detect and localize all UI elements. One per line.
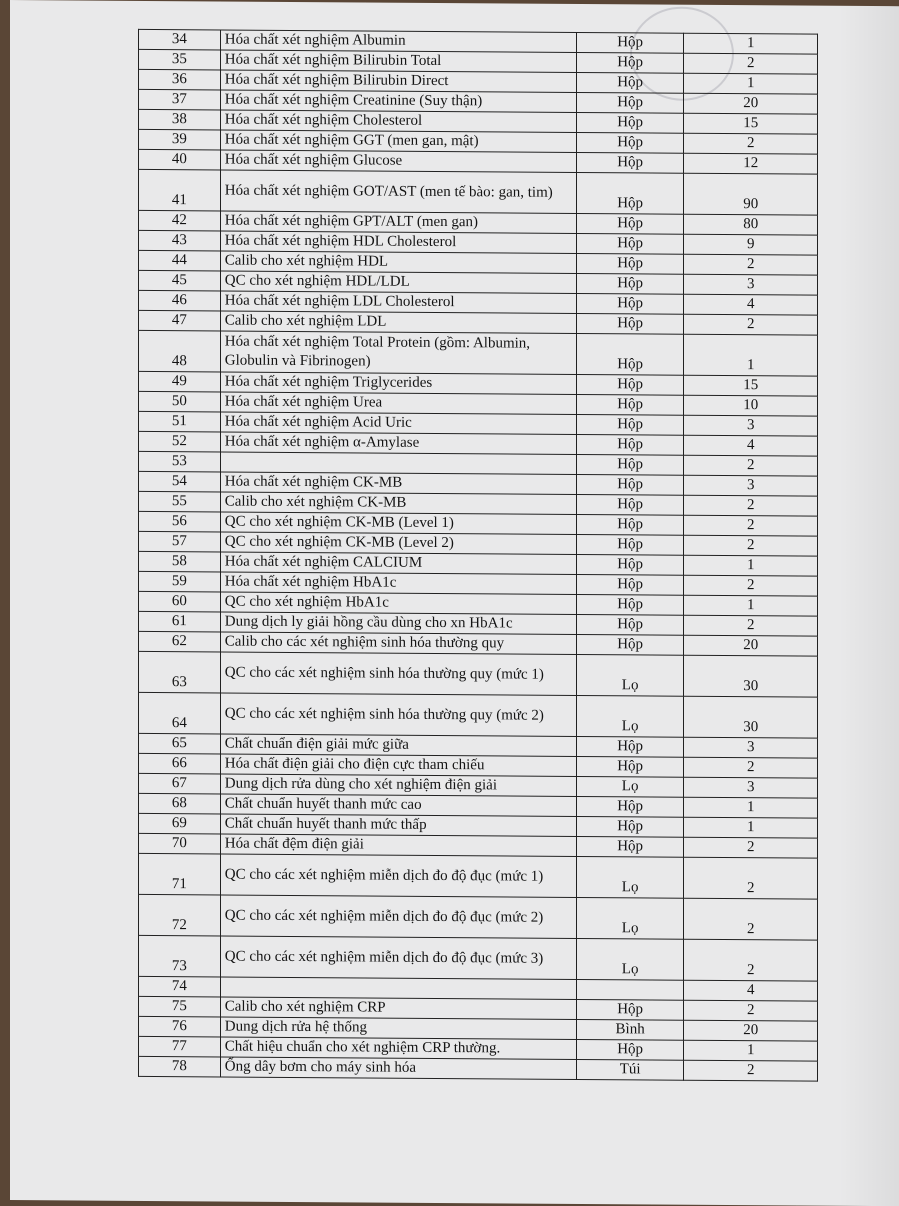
row-number-cell: 69: [139, 813, 221, 834]
quantity-cell: 2: [684, 495, 818, 516]
unit-cell: Hộp: [576, 1039, 684, 1060]
row-number-cell: 60: [139, 591, 221, 612]
unit-cell: Lọ: [576, 776, 684, 797]
row-number-cell: 38: [139, 109, 221, 130]
row-number-cell: 61: [139, 611, 221, 632]
unit-cell: Hộp: [576, 394, 684, 415]
unit-cell: Hộp: [576, 233, 684, 254]
row-number-cell: 36: [139, 69, 221, 90]
item-name-cell: Hóa chất xét nghiệm Bilirubin Direct: [220, 70, 576, 92]
quantity-cell: 12: [684, 153, 818, 174]
item-name-cell: Chất chuẩn điện giải mức giữa: [220, 734, 576, 756]
row-number-cell: 77: [139, 1036, 221, 1057]
item-name-cell: Calib cho xét nghiệm CRP: [220, 997, 576, 1019]
quantity-cell: 30: [684, 696, 818, 738]
item-name-cell: Hóa chất xét nghiệm α-Amylase: [220, 432, 576, 454]
unit-cell: Lọ: [576, 938, 684, 980]
row-number-cell: 46: [139, 290, 221, 311]
row-number-cell: 76: [139, 1016, 221, 1037]
unit-cell: Lọ: [576, 897, 684, 939]
item-name-cell: Hóa chất xét nghiệm LDL Cholesterol: [220, 291, 576, 313]
unit-cell: Hộp: [576, 594, 684, 615]
unit-cell: Hộp: [576, 132, 684, 153]
row-number-cell: 67: [139, 773, 221, 794]
item-name-cell: QC cho các xét nghiệm sinh hóa thường quy (mức 1): [220, 652, 576, 695]
item-name-cell: Hóa chất xét nghiệm Albumin: [220, 30, 576, 52]
row-number-cell: 45: [139, 270, 221, 291]
item-name-cell: QC cho các xét nghiệm miễn dịch đo độ đục (mức 2): [220, 895, 576, 938]
quantity-cell: 2: [684, 615, 818, 636]
unit-cell: Hộp: [576, 634, 684, 655]
row-number-cell: 49: [139, 371, 221, 392]
unit-cell: Hộp: [576, 333, 684, 375]
quantity-cell: 15: [684, 375, 818, 396]
row-number-cell: 52: [139, 431, 221, 452]
table-row: [139, 935, 818, 981]
item-name-cell: Calib cho xét nghiệm LDL: [220, 311, 576, 333]
item-name-cell: QC cho xét nghiệm HDL/LDL: [220, 271, 576, 293]
unit-cell: Hộp: [576, 273, 684, 294]
table-row: [139, 853, 818, 899]
item-name-cell: Dung dịch rửa hệ thống: [220, 1017, 576, 1039]
row-number-cell: 63: [139, 651, 221, 693]
unit-cell: Hộp: [576, 534, 684, 555]
quantity-cell: 3: [684, 777, 818, 798]
quantity-cell: 20: [684, 635, 818, 656]
quantity-cell: 1: [684, 595, 818, 616]
item-name-cell: Hóa chất xét nghiệm CALCIUM: [220, 552, 576, 574]
quantity-cell: 2: [684, 1060, 818, 1081]
unit-cell: Hộp: [576, 92, 684, 113]
item-name-cell: [220, 977, 576, 999]
table-row: [139, 692, 818, 738]
row-number-cell: 55: [139, 491, 221, 512]
quantity-cell: 1: [684, 797, 818, 818]
unit-cell: Hộp: [576, 32, 684, 53]
item-name-cell: QC cho xét nghiệm HbA1c: [220, 592, 576, 614]
item-name-cell: Chất chuẩn huyết thanh mức thấp: [220, 814, 576, 836]
item-name-cell: [220, 452, 576, 474]
item-name-cell: Hóa chất xét nghiệm Urea: [220, 392, 576, 414]
quantity-cell: 1: [684, 817, 818, 838]
row-number-cell: 59: [139, 571, 221, 592]
quantity-cell: 2: [684, 857, 818, 899]
unit-cell: Hộp: [576, 999, 684, 1020]
item-name-cell: Hóa chất xét nghiệm Creatinine (Suy thận): [220, 90, 576, 112]
row-number-cell: 42: [139, 210, 221, 231]
row-number-cell: 51: [139, 411, 221, 432]
quantity-cell: 2: [684, 515, 818, 536]
quantity-cell: 2: [684, 535, 818, 556]
item-name-cell: Hóa chất xét nghiệm HbA1c: [220, 572, 576, 594]
supplies-table-body: [139, 29, 818, 1081]
item-name-cell: Hóa chất xét nghiệm Cholesterol: [220, 110, 576, 132]
table-row: [139, 1056, 818, 1081]
quantity-cell: 2: [684, 898, 818, 940]
quantity-cell: 4: [684, 435, 818, 456]
item-name-cell: Ống dây bơm cho máy sinh hóa: [220, 1057, 576, 1079]
quantity-cell: 4: [684, 980, 818, 1001]
quantity-cell: 2: [684, 455, 818, 476]
unit-cell: Hộp: [576, 152, 684, 173]
unit-cell: Hộp: [576, 434, 684, 455]
quantity-cell: 2: [684, 1000, 818, 1021]
unit-cell: Hộp: [576, 313, 684, 334]
row-number-cell: 73: [139, 935, 221, 977]
unit-cell: Hộp: [576, 736, 684, 757]
quantity-cell: 20: [684, 93, 818, 114]
unit-cell: Hộp: [576, 454, 684, 475]
item-name-cell: Chất chuẩn huyết thanh mức cao: [220, 794, 576, 816]
row-number-cell: 71: [139, 853, 221, 895]
unit-cell: Hộp: [576, 796, 684, 817]
quantity-cell: 2: [684, 575, 818, 596]
row-number-cell: 50: [139, 391, 221, 412]
unit-cell: Hộp: [576, 253, 684, 274]
paper-sheet: [10, 0, 899, 1206]
item-name-cell: Calib cho xét nghiệm CK-MB: [220, 492, 576, 514]
row-number-cell: 39: [139, 129, 221, 150]
quantity-cell: 2: [684, 254, 818, 275]
quantity-cell: 1: [684, 73, 818, 94]
quantity-cell: 2: [684, 133, 818, 154]
quantity-cell: 3: [684, 274, 818, 295]
row-number-cell: 37: [139, 89, 221, 110]
quantity-cell: 3: [684, 415, 818, 436]
row-number-cell: 65: [139, 733, 221, 754]
item-name-cell: QC cho các xét nghiệm sinh hóa thường quy (mức 2): [220, 693, 576, 736]
quantity-cell: 2: [684, 837, 818, 858]
row-number-cell: 66: [139, 753, 221, 774]
quantity-cell: 1: [684, 334, 818, 376]
row-number-cell: 47: [139, 310, 221, 331]
item-name-cell: Hóa chất xét nghiệm Glucose: [220, 150, 576, 172]
row-number-cell: 74: [139, 976, 221, 997]
item-name-cell: Hóa chất xét nghiệm Total Protein (gồm: Albumin, Globulin và Fibrinogen): [220, 331, 576, 374]
supplies-table: [138, 29, 818, 1082]
quantity-cell: 30: [684, 655, 818, 697]
unit-cell: Hộp: [576, 574, 684, 595]
quantity-cell: 20: [684, 1020, 818, 1041]
table-row: [139, 330, 818, 376]
unit-cell: Hộp: [576, 213, 684, 234]
quantity-cell: 3: [684, 737, 818, 758]
unit-cell: Lọ: [576, 654, 684, 696]
table-row: [139, 169, 818, 215]
row-number-cell: 44: [139, 250, 221, 271]
quantity-cell: 90: [684, 173, 818, 215]
item-name-cell: Hóa chất điện giải cho điện cực tham chiếu: [220, 754, 576, 776]
item-name-cell: Hóa chất xét nghiệm GPT/ALT (men gan): [220, 211, 576, 233]
item-name-cell: Hóa chất xét nghiệm HDL Cholesterol: [220, 231, 576, 253]
unit-cell: Hộp: [576, 414, 684, 435]
unit-cell: Hộp: [576, 374, 684, 395]
unit-cell: Lọ: [576, 695, 684, 737]
unit-cell: Hộp: [576, 494, 684, 515]
row-number-cell: 64: [139, 692, 221, 734]
quantity-cell: 80: [684, 214, 818, 235]
item-name-cell: Hóa chất xét nghiệm Triglycerides: [220, 372, 576, 394]
quantity-cell: 9: [684, 234, 818, 255]
item-name-cell: Dung dịch ly giải hồng cầu dùng cho xn HbA1c: [220, 612, 576, 634]
row-number-cell: 58: [139, 551, 221, 572]
quantity-cell: 2: [684, 53, 818, 74]
quantity-cell: 4: [684, 294, 818, 315]
row-number-cell: 57: [139, 531, 221, 552]
unit-cell: Hộp: [576, 756, 684, 777]
unit-cell: Hộp: [576, 554, 684, 575]
unit-cell: Hộp: [576, 816, 684, 837]
row-number-cell: 70: [139, 833, 221, 854]
item-name-cell: QC cho các xét nghiệm miễn dịch đo độ đục (mức 3): [220, 936, 576, 979]
item-name-cell: Dung dịch rửa dùng cho xét nghiệm điện giải: [220, 774, 576, 796]
table-row: [139, 894, 818, 940]
row-number-cell: 62: [139, 631, 221, 652]
row-number-cell: 75: [139, 996, 221, 1017]
item-name-cell: Calib cho các xét nghiệm sinh hóa thường quy: [220, 632, 576, 654]
row-number-cell: 34: [139, 29, 221, 50]
unit-cell: [576, 979, 684, 1000]
unit-cell: Túi: [576, 1059, 684, 1080]
unit-cell: Hộp: [576, 836, 684, 857]
row-number-cell: 54: [139, 471, 221, 492]
row-number-cell: 56: [139, 511, 221, 532]
unit-cell: Hộp: [576, 52, 684, 73]
row-number-cell: 68: [139, 793, 221, 814]
quantity-cell: 3: [684, 475, 818, 496]
item-name-cell: Hóa chất xét nghiệm Acid Uric: [220, 412, 576, 434]
item-name-cell: QC cho các xét nghiệm miễn dịch đo độ đục (mức 1): [220, 854, 576, 897]
item-name-cell: Chất hiệu chuẩn cho xét nghiệm CRP thường.: [220, 1037, 576, 1059]
unit-cell: Hộp: [576, 514, 684, 535]
unit-cell: Hộp: [576, 72, 684, 93]
item-name-cell: Hóa chất đệm điện giải: [220, 834, 576, 856]
quantity-cell: 1: [684, 33, 818, 54]
item-name-cell: Calib cho xét nghiệm HDL: [220, 251, 576, 273]
quantity-cell: 2: [684, 314, 818, 335]
row-number-cell: 72: [139, 894, 221, 936]
item-name-cell: Hóa chất xét nghiệm CK-MB: [220, 472, 576, 494]
row-number-cell: 40: [139, 149, 221, 170]
quantity-cell: 2: [684, 939, 818, 981]
quantity-cell: 10: [684, 395, 818, 416]
unit-cell: Hộp: [576, 293, 684, 314]
quantity-cell: 15: [684, 113, 818, 134]
item-name-cell: QC cho xét nghiệm CK-MB (Level 1): [220, 512, 576, 534]
unit-cell: Lọ: [576, 856, 684, 898]
row-number-cell: 43: [139, 230, 221, 251]
item-name-cell: QC cho xét nghiệm CK-MB (Level 2): [220, 532, 576, 554]
quantity-cell: 2: [684, 757, 818, 778]
unit-cell: Hộp: [576, 474, 684, 495]
row-number-cell: 78: [139, 1056, 221, 1077]
item-name-cell: Hóa chất xét nghiệm GOT/AST (men tế bào: gan, tim): [220, 170, 576, 213]
table-row: [139, 651, 818, 697]
row-number-cell: 48: [139, 330, 221, 372]
unit-cell: Bình: [576, 1019, 684, 1040]
item-name-cell: Hóa chất xét nghiệm Bilirubin Total: [220, 50, 576, 72]
unit-cell: Hộp: [576, 112, 684, 133]
row-number-cell: 53: [139, 451, 221, 472]
quantity-cell: 1: [684, 1040, 818, 1061]
item-name-cell: Hóa chất xét nghiệm GGT (men gan, mật): [220, 130, 576, 152]
unit-cell: Hộp: [576, 614, 684, 635]
quantity-cell: 1: [684, 555, 818, 576]
unit-cell: Hộp: [576, 172, 684, 214]
row-number-cell: 35: [139, 49, 221, 70]
row-number-cell: 41: [139, 169, 221, 211]
